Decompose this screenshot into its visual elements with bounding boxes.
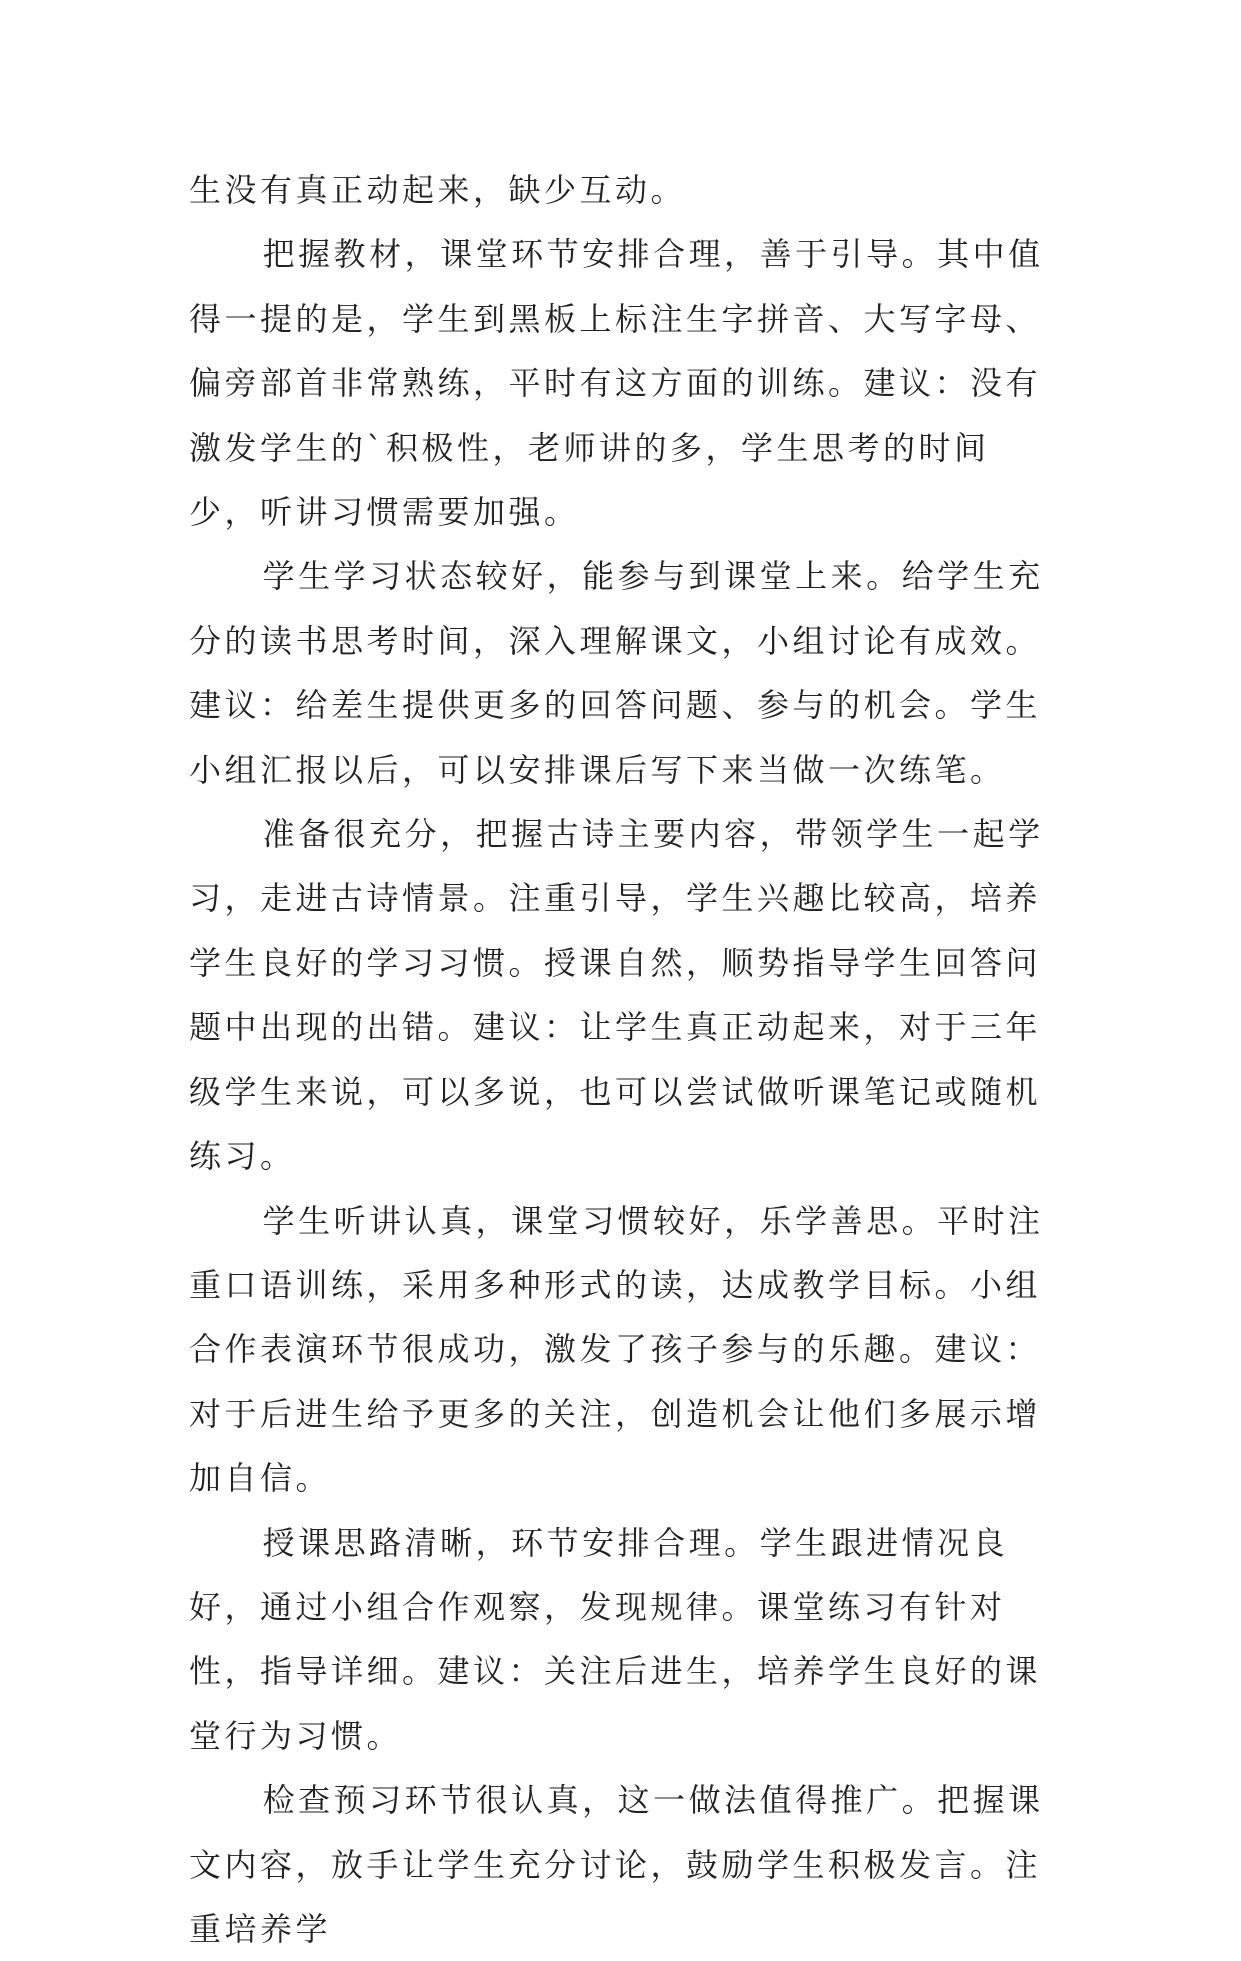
paragraph-preview-check: 检查预习环节很认真，这一做法值得推广。把握课文内容，放手让学生充分讨论，鼓励学生积极发言。注重培养学 — [189, 1781, 1044, 1948]
paragraph-teaching-material: 把握教材，课堂环节安排合理，善于引导。其中值得一提的是，学生到黑板上标注生字拼音、大写字母、偏旁部首非常熟练，平时有这方面的训练。建议：没有激发学生的`积极性，老师讲的多，学生思考的时间少，听讲习惯需要加强。 — [189, 235, 1044, 532]
paragraph-learning-state: 学生学习状态较好，能参与到课堂上来。给学生充分的读书思考时间，深入理解课文，小组讨论有成效。建议：给差生提供更多的回答问题、参与的机会。学生小组汇报以后，可以安排课后写下来当做一次练笔。 — [189, 557, 1044, 789]
paragraph-listening-habits: 学生听讲认真，课堂习惯较好，乐学善思。平时注重口语训练，采用多种形式的读，达成教学目标。小组合作表演环节很成功，激发了孩子参与的乐趣。建议：对于后进生给予更多的关注，创造机会让他们多展示增加自信。 — [189, 1201, 1044, 1498]
paragraph-continued: 生没有真正动起来，缺少互动。 — [189, 171, 687, 209]
paragraph-clear-ideas: 授课思路清晰，环节安排合理。学生跟进情况良好，通过小组合作观察，发现规律。课堂练习有针对性，指导详细。建议：关注后进生，培养学生良好的课堂行为习惯。 — [189, 1523, 1042, 1755]
document-body — [189, 158, 1059, 1961]
paragraph-ancient-poetry: 准备很充分，把握古诗主要内容，带领学生一起学习，走进古诗情景。注重引导，学生兴趣比较高，培养学生良好的学习习惯。授课自然，顺势指导学生回答问题中出现的出错。建议：让学生真正动起来，对于三年级学生来说，可以多说，也可以尝试做听课笔记或随机练习。 — [189, 815, 1044, 1176]
